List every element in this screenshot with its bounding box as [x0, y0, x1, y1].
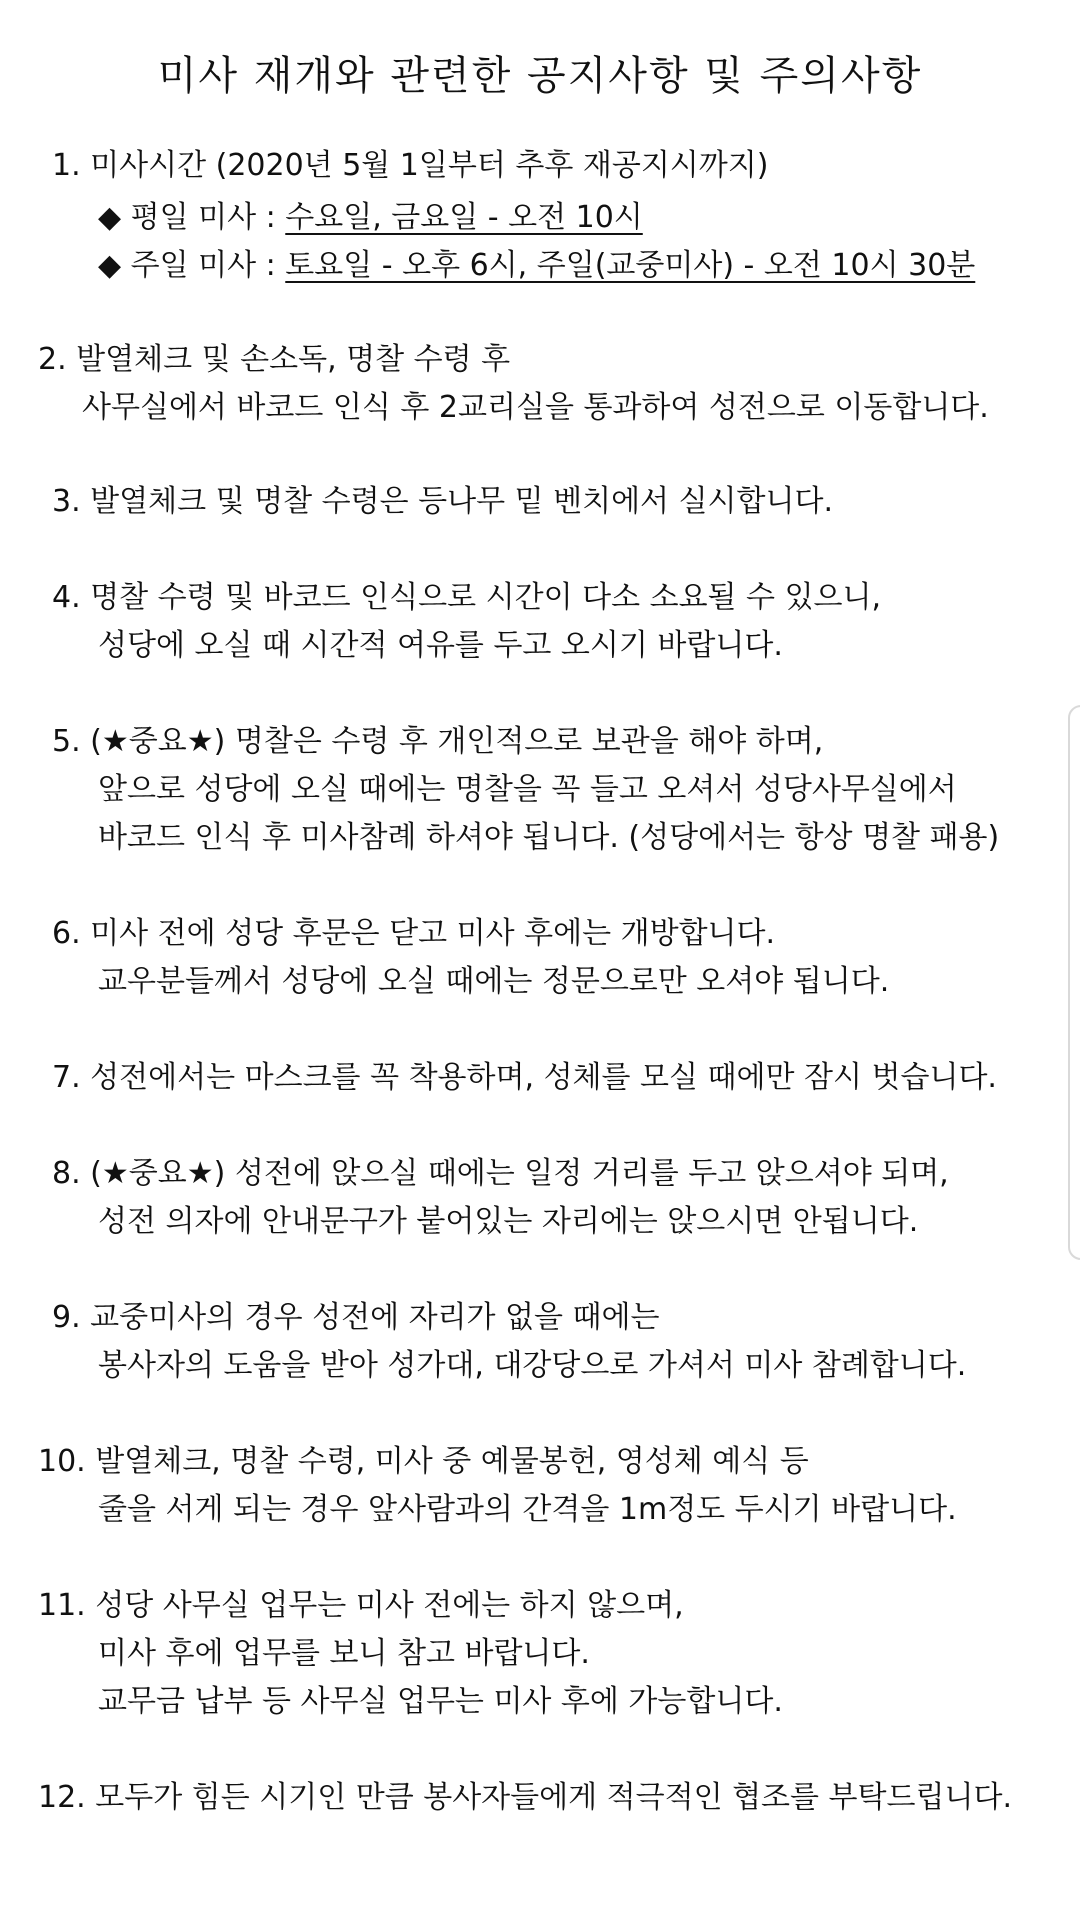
item-11-line-1 — [38, 1588, 684, 1624]
item-4-line-2: 성당에 오실 때 시간적 여유를 두고 오시기 바랍니다. — [98, 628, 783, 663]
item-5-line-2: 앞으로 성당에 오실 때에는 명찰을 꼭 들고 오셔서 성당사무실에서 — [98, 772, 957, 807]
item-number: 5. — [52, 724, 81, 759]
item-number: 4. — [52, 580, 81, 615]
item-text: 발열체크 및 명찰 수령은 등나무 밑 벤치에서 실시합니다. — [90, 484, 834, 519]
item-number: 11. — [38, 1588, 86, 1623]
item-5-line-3: 바코드 인식 후 미사참례 하셔야 됩니다. (성당에서는 항상 명찰 패용) — [98, 820, 1000, 855]
item-number: 12. — [38, 1780, 86, 1815]
item-10-line-1 — [38, 1444, 809, 1480]
item-text: 성당 사무실 업무는 미사 전에는 하지 않으며, — [95, 1588, 684, 1623]
item-text: 발열체크 및 손소독, 명찰 수령 후 — [76, 342, 511, 377]
sunday-mass-time: 토요일 - 오후 6시, 주일(교중미사) - 오전 10시 30분 — [285, 248, 976, 283]
item-number: 9. — [52, 1300, 81, 1335]
weekday-mass-time: 수요일, 금요일 - 오전 10시 — [285, 200, 643, 235]
item-8-line-2: 성전 의자에 안내문구가 붙어있는 자리에는 앉으시면 안됩니다. — [98, 1204, 919, 1239]
scroll-handle[interactable] — [1068, 705, 1080, 1260]
item-number: 7. — [52, 1060, 81, 1095]
item-6-line-1 — [52, 916, 775, 952]
item-1-sub-weekday — [98, 200, 643, 236]
item-2-line-2: 사무실에서 바코드 인식 후 2교리실을 통과하여 성전으로 이동합니다. — [82, 390, 989, 425]
item-1-sub-sunday — [98, 248, 975, 284]
item-text: 발열체크, 명찰 수령, 미사 중 예물봉헌, 영성체 예식 등 — [95, 1444, 809, 1479]
item-1-line-1 — [52, 148, 768, 184]
item-number: 10. — [38, 1444, 86, 1479]
sub-label: 평일 미사 : — [130, 200, 286, 235]
item-8-line-1 — [52, 1156, 949, 1192]
item-text: 미사 전에 성당 후문은 닫고 미사 후에는 개방합니다. — [90, 916, 776, 951]
item-text: 미사시간 (2020년 5월 1일부터 추후 재공지시까지) — [90, 148, 769, 183]
item-text: 교중미사의 경우 성전에 자리가 없을 때에는 — [90, 1300, 660, 1335]
item-12-line-1 — [38, 1780, 1012, 1816]
item-number: 3. — [52, 484, 81, 519]
diamond-bullet-icon: ◆ — [98, 200, 122, 235]
item-11-line-2: 미사 후에 업무를 보니 참고 바랍니다. — [98, 1636, 590, 1671]
item-number: 1. — [52, 148, 81, 183]
item-text: 명찰 수령 및 바코드 인식으로 시간이 다소 소요될 수 있으니, — [90, 580, 882, 615]
diamond-bullet-icon: ◆ — [98, 248, 122, 283]
item-text: (★중요★) 명찰은 수령 후 개인적으로 보관을 해야 하며, — [90, 724, 824, 759]
item-number: 8. — [52, 1156, 81, 1191]
item-number: 6. — [52, 916, 81, 951]
item-7-line-1 — [52, 1060, 997, 1096]
item-6-line-2: 교우분들께서 성당에 오실 때에는 정문으로만 오셔야 됩니다. — [98, 964, 890, 999]
item-5-line-1 — [52, 724, 823, 760]
item-text: 성전에서는 마스크를 꼭 착용하며, 성체를 모실 때에만 잠시 벗습니다. — [90, 1060, 997, 1095]
item-11-line-3: 교무금 납부 등 사무실 업무는 미사 후에 가능합니다. — [98, 1684, 783, 1719]
item-text: (★중요★) 성전에 앉으실 때에는 일정 거리를 두고 앉으셔야 되며, — [90, 1156, 949, 1191]
item-9-line-1 — [52, 1300, 660, 1336]
notice-title: 미사 재개와 관련한 공지사항 및 주의사항 — [157, 53, 923, 99]
item-number: 2. — [38, 342, 67, 377]
item-3-line-1 — [52, 484, 833, 520]
item-10-line-2: 줄을 서게 되는 경우 앞사람과의 간격을 1m정도 두시기 바랍니다. — [98, 1492, 957, 1527]
item-2-line-1 — [38, 342, 510, 378]
item-text: 모두가 힘든 시기인 만큼 봉사자들에게 적극적인 협조를 부탁드립니다. — [95, 1780, 1012, 1815]
item-9-line-2: 봉사자의 도움을 받아 성가대, 대강당으로 가셔서 미사 참례합니다. — [98, 1348, 967, 1383]
item-4-line-1 — [52, 580, 881, 616]
sub-label: 주일 미사 : — [130, 248, 286, 283]
